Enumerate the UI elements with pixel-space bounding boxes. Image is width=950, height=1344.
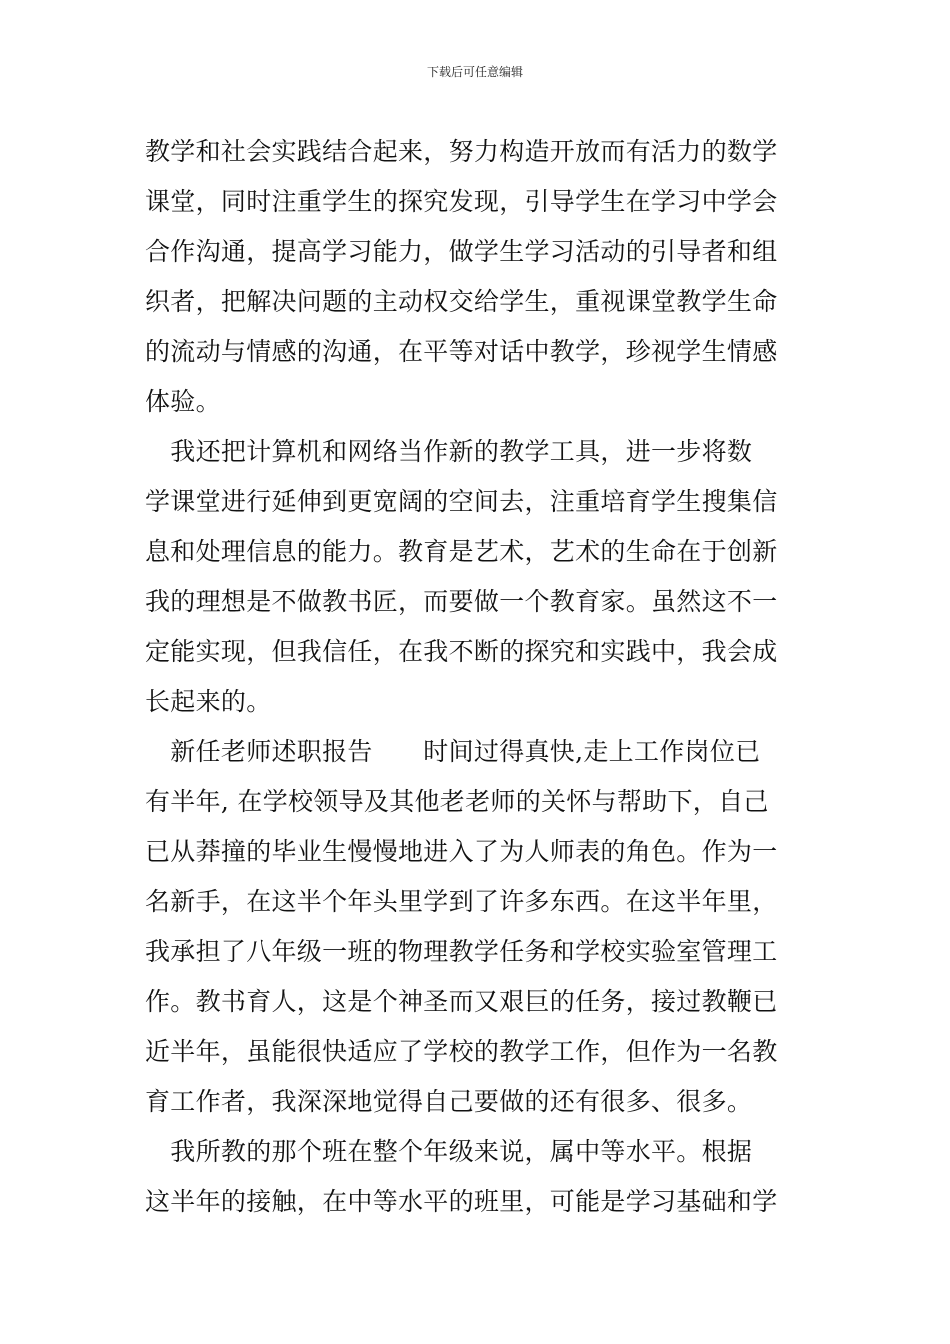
- text-line: 有半年, 在学校领导及其他老老师的关怀与帮助下，自己: [145, 787, 769, 816]
- text-line: 我承担了八年级一班的物理教学任务和学校实验室管理工: [145, 937, 778, 966]
- document-body: [145, 127, 810, 1227]
- text-line: 这半年的接触，在中等水平的班里，可能是学习基础和学: [145, 1187, 778, 1216]
- text-line: 学课堂进行延伸到更宽阔的空间去，注重培育学生搜集信: [145, 487, 778, 516]
- text-line: 教学和社会实践结合起来，努力构造开放而有活力的数学: [145, 137, 778, 166]
- text-line: 长起来的。: [145, 687, 272, 716]
- text-line: 近半年，虽能很快适应了学校的教学工作，但作为一名教: [145, 1037, 778, 1066]
- text-line: 课堂，同时注重学生的探究发现，引导学生在学习中学会: [145, 187, 778, 216]
- text-line: 合作沟通，提高学习能力，做学生学习活动的引导者和组: [145, 237, 778, 266]
- text-line: 新任老师述职报告 时间过得真快,走上工作岗位已: [145, 737, 761, 766]
- text-line: 我的理想是不做教书匠，而要做一个教育家。虽然这不一: [145, 587, 778, 616]
- text-line: 已从莽撞的毕业生慢慢地进入了为人师表的角色。作为一: [145, 837, 778, 866]
- text-line: 作。教书育人，这是个神圣而又艰巨的任务，接过教鞭已: [145, 987, 778, 1016]
- text-line: 息和处理信息的能力。教育是艺术，艺术的生命在于创新: [145, 537, 778, 566]
- text-line: 我还把计算机和网络当作新的教学工具，进一步将数: [145, 437, 753, 466]
- text-line: 定能实现，但我信任，在我不断的探究和实践中，我会成: [145, 637, 778, 666]
- text-line: 我所教的那个班在整个年级来说，属中等水平。根据: [145, 1137, 753, 1166]
- text-line: 体验。: [145, 387, 221, 416]
- text-line: 名新手，在这半个年头里学到了许多东西。在这半年里，: [145, 887, 778, 916]
- page-header: 下载后可任意编辑: [426, 65, 523, 79]
- text-line: 育工作者，我深深地觉得自己要做的还有很多、很多。: [145, 1087, 753, 1116]
- text-line: 织者，把解决问题的主动权交给学生，重视课堂教学生命: [145, 287, 778, 316]
- text-line: 的流动与情感的沟通，在平等对话中教学，珍视学生情感: [145, 337, 778, 366]
